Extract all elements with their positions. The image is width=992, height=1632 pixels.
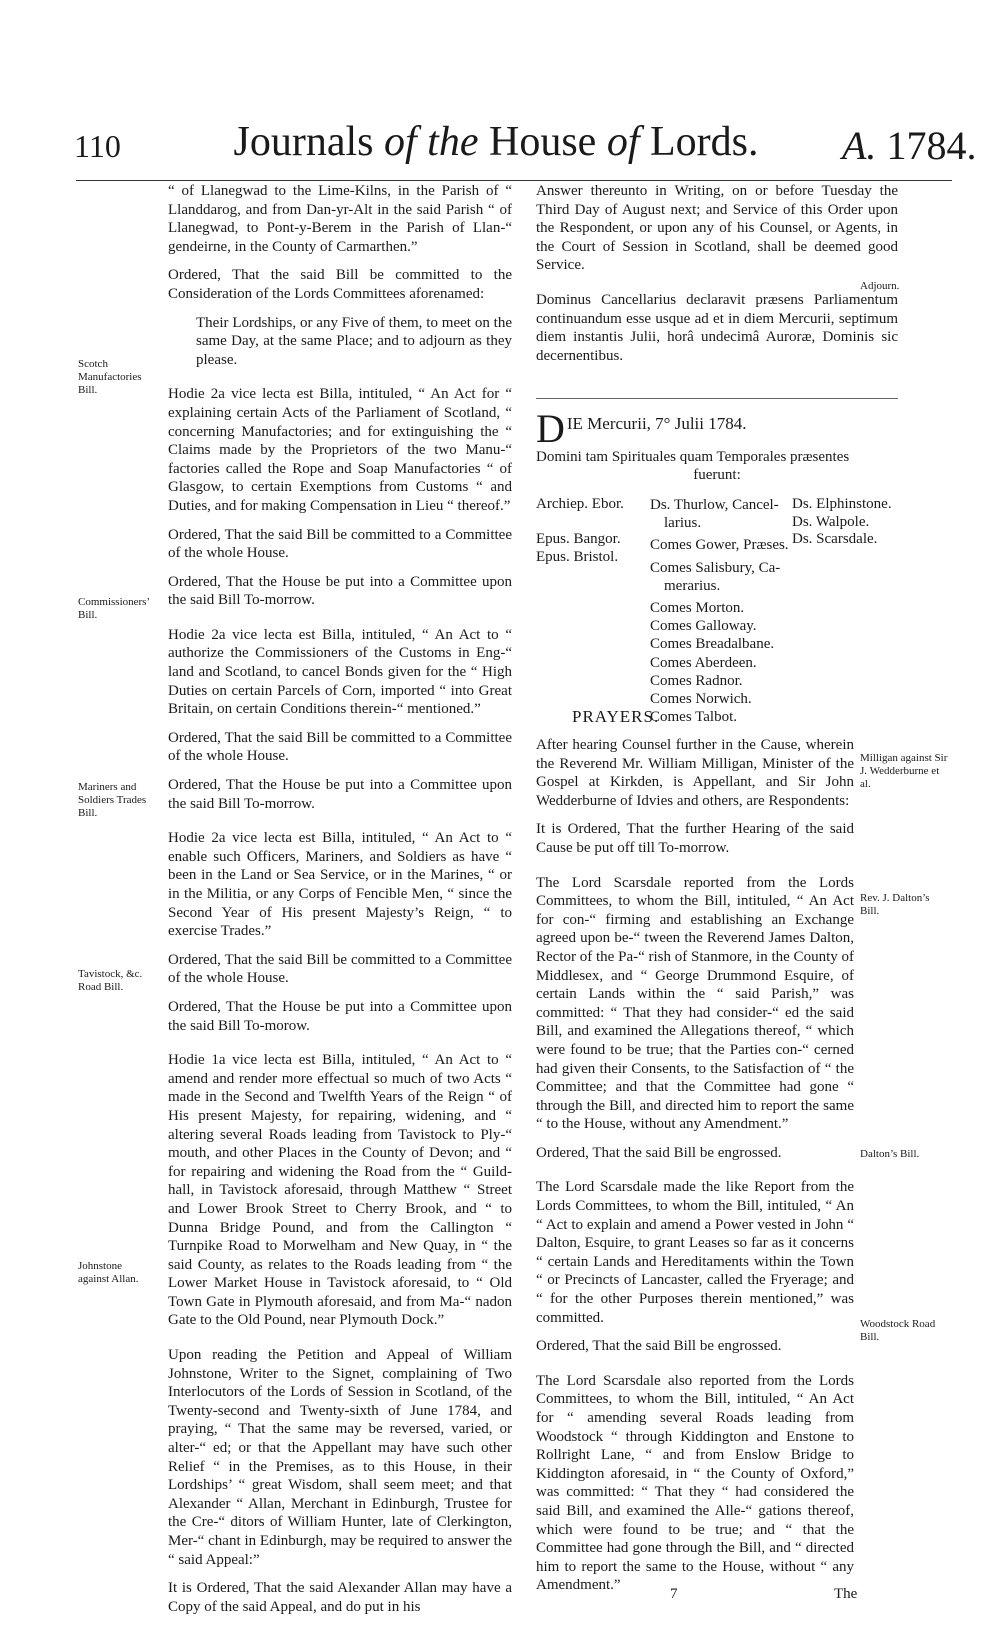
lord-entry: Ds. Elphinstone.: [792, 496, 892, 512]
lords-column-spiritual: [536, 496, 646, 566]
left-para-10: Hodie 2a vice lecta est Billa, intituled, “ An Act to “ enable such Officers, Mariners, and Soldiers as have “ been in the Land or Sea Service, or in the Marines, “ or in the Militia, or any Corps of Fencible Men, “ since the Second Year of His present Majesty’s Reign, “ to exercise Trades.”: [168, 830, 512, 940]
left-para-8: Ordered, That the said Bill be committed to a Committee of the whole House.: [168, 729, 512, 765]
right-para-7: The Lord Scarsdale made the like Report from the Lords Committees, to whom the Bill, intituled, “ An “ Act to explain and amend a Power vested in John “ Dalton, Esquire, to grant Leases so far as it concerns “ certain Lands and Hereditaments within the Town “ or Precincts of Lancaster, called the Fryerage; and “ for the other Purposes therein mentioned,” was committed.: [536, 1179, 854, 1326]
section-rule: [536, 398, 898, 399]
signature-mark: 7: [670, 1586, 678, 1602]
lord-entry: Archiep. Ebor.: [536, 496, 624, 512]
left-para-3: Their Lordships, or any Five of them, to meet on the same Day, at the same Place; and to adjourn as they please.: [196, 314, 512, 368]
lord-entry: Comes Talbot.: [650, 709, 738, 726]
margin-note-mariners: Mariners and Soldiers Trades Bill.: [78, 781, 147, 819]
domini-line: Domini tam Spirituales quam Temporales præsentes: [536, 449, 850, 465]
left-para-1: “ of Llanegwad to the Lime-Kilns, in the Parish of “ Llanddarog, and from Dan-yr-Alt in the said Parish “ of Llanegwad, to Pont-y-Berem in the Parish of Llan-“ gendeirne, in the County of Carmarthen.”: [168, 183, 512, 255]
left-para-7: Hodie 2a vice lecta est Billa, intituled, “ An Act to “ authorize the Commissioners of the Customs in Eng-“ land and Scotland, to cancel Bonds given for the “ High Duties on certain Parcels of Corn, imported “ into Great Britain, on certain Conditions therein-“ mentioned.”: [168, 626, 512, 718]
lord-entry: merarius.: [664, 577, 721, 594]
left-para-6: Ordered, That the House be put into a Committee upon the said Bill To-morrow.: [168, 573, 512, 609]
margin-note-adjourn: Adjourn.: [860, 280, 900, 292]
left-para-13: Hodie 1a vice lecta est Billa, intituled, “ An Act to “ amend and render more effectual so much of two Acts “ made in the Second and Twelfth Years of the Reign “ of His present Majesty, for repairing, widening, and “ altering several Roads leading from Tavistock to Ply-“ mouth, and other Places in the County of Devon; and “ for repairing and widening the Road from the “ Guild-hall, in Tavistock aforesaid, through Matthew “ Street and Lower Brook Street to Cherry Brook, and “ to Dunna Bridge Pound, and from the Callington “ Turnpike Road to Morwelham and New Quay, in “ the said County, as relates to the Roads leading from “ the Lower Market House in Tavistock aforesaid, to “ Old Town Gate in Plymouth aforesaid, and from Ma-“ nadon Gate to the Old Pound, near Plymouth Dock.”: [168, 1052, 512, 1329]
left-para-14: Upon reading the Petition and Appeal of William Johnstone, Writer to the Signet, complaining of Two Interlocutors of the Lords of Session in Scotland, of the Twenty-second and Twenty-sixth of June 1784, and praying, “ That the same may be reversed, varied, or alter-“ ed; or that the Appellant may have such other Relief “ in the Premises, as to this House, in their Lordships’ “ great Wisdom, shall seem meet; and that Alexander “ Allan, Merchant in Edinburgh, Trustee for the Cre-“ ditors of William Hunter, late of Clerkington, Mer-“ chant in Edinburgh, may be required to answer the “ said Appeal:”: [168, 1347, 512, 1568]
left-column: [168, 182, 512, 1626]
lords-column-temporal: [650, 496, 796, 726]
right-column-bottom: [536, 736, 854, 1605]
left-para-5: Ordered, That the said Bill be committed to a Committee of the whole House.: [168, 526, 512, 562]
lord-entry: Comes Salisbury, Ca-: [650, 559, 781, 576]
margin-note-dalton-rev: Rev. J. Dalton’s Bill.: [860, 892, 930, 917]
right-para-3: After hearing Counsel further in the Cause, wherein the Reverend Mr. William Milligan, Minister of the Gospel at Kirkden, is Appellant, and Sir John Wedderburne of Idvies and others, are Respondents:: [536, 737, 854, 809]
left-para-2: Ordered, That the said Bill be committed to the Consideration of the Lords Committees aforenamed:: [168, 267, 512, 302]
margin-note-tavistock: Tavistock, &c. Road Bill.: [78, 968, 143, 993]
catchword: The: [834, 1586, 858, 1602]
right-column-top: [536, 182, 898, 375]
left-para-12: Ordered, That the House be put into a Committee upon the said Bill To-morow.: [168, 998, 512, 1034]
right-para-4: It is Ordered, That the further Hearing of the said Cause be put off till To-morrow.: [536, 821, 854, 856]
day-heading: [536, 406, 898, 484]
lord-entry: Comes Galloway.: [650, 618, 757, 635]
lord-entry: Comes Aberdeen.: [650, 654, 757, 671]
lord-entry: Ds. Thurlow, Cancel-: [650, 497, 779, 513]
lord-entry: Epus. Bristol.: [536, 548, 619, 565]
lord-entry: Comes Norwich.: [650, 691, 752, 708]
right-para-6: Ordered, That the said Bill be engrossed.: [536, 1144, 782, 1161]
drop-cap: D: [536, 406, 565, 451]
day-title: IE Mercurii, 7° Julii 1784.: [566, 414, 747, 433]
lord-entry: Ds. Scarsdale.: [792, 531, 878, 547]
prayers-heading: PRAYERS.: [572, 707, 660, 726]
lord-entry: Comes Gower, Præses.: [650, 537, 789, 554]
right-para-2: Dominus Cancellarius declaravit præsens Parliamentum continuandum esse usque ad et in diem Mercurii, septimum diem instantis Julii, horâ undecimâ Auroræ, Dominis sic decernentibus.: [536, 291, 898, 364]
margin-note-johnstone: Johnstone against Allan.: [78, 1260, 139, 1285]
right-para-5: The Lord Scarsdale reported from the Lords Committees, to whom the Bill, intituled, “ An Act for con-“ firming and establishing an Exchange agreed upon be-“ tween the Reverend James Dalton, Rector of the Pa-“ rish of Stanmore, in the County of Middlesex, and “ George Drummond Esquire, of certain Lands within the “ said Parish,” was committed: “ That they had consider-“ ed the said Bill, and examined the Allegations thereof, “ which were found to be true; that the Parties con-“ cerned had given their Consents, to the Satisfaction of “ the Committee; and that the Committee had gone “ through the Bill, and directed him to report the same “ to the House, without any Amendment.”: [536, 874, 854, 1133]
left-para-4: Hodie 2a vice lecta est Billa, intituled, “ An Act for “ explaining certain Acts of the Parliament of Scotland, “ concerning Manufactories; and for extinguishing the “ Claims made by the Proprietors of the two Manu-“ factories called the Rope and Soap Manufactories “ of Glasgow, to certain Exemptions from Customs “ and Duties, and for making Compensation in Lieu “ thereof.”: [168, 386, 512, 514]
right-para-9: The Lord Scarsdale also reported from the Lords Committees, to whom the Bill, intituled, “ An Act for “ amending several Roads leading from Woodstock “ through Kiddington and Enstone to Rollright Lane, “ and from Enslow Bridge to Kiddington aforesaid, in “ the County of Oxford,” was committed: “ That they “ had considered the said Bill, and examined the Alle-“ gations thereof, which were found to be true; and “ that the Committee had gone through the Bill, and “ directed him to report the same to the House, without “ any Amendment.”: [536, 1372, 854, 1594]
left-para-9: Ordered, That the House be put into a Committee upon the said Bill To-morrow.: [168, 777, 512, 812]
journal-title: Journals of the House of Lords.: [233, 119, 759, 165]
lord-entry: Comes Morton.: [650, 600, 745, 617]
year: A. 1784.: [842, 123, 977, 168]
lord-entry: Epus. Bangor.: [536, 531, 621, 547]
lord-entry: Comes Radnor.: [650, 672, 743, 689]
lord-entry: Ds. Walpole.: [792, 513, 870, 530]
lords-column-barons: [792, 496, 922, 549]
lord-entry: Comes Breadalbane.: [650, 636, 775, 653]
margin-note-dalton: Dalton’s Bill.: [860, 1148, 920, 1160]
page-number: 110: [74, 128, 121, 164]
margin-note-scotch: Scotch Manufactories Bill.: [78, 358, 142, 396]
margin-note-commissioners: Commissioners’ Bill.: [78, 596, 150, 621]
right-para-1: Answer thereunto in Writing, on or before Tuesday the Third Day of August next; and Service of this Order upon the Respondent, or upon any of his Counsel, or Agents, in the Court of Session in Scotland, shall be deemed good Service.: [536, 183, 898, 274]
lord-entry: larius.: [664, 515, 702, 532]
left-para-15: It is Ordered, That the said Alexander Allan may have a Copy of the said Appeal, and do put in his: [168, 1580, 512, 1615]
header-rule: [76, 180, 952, 181]
left-para-11: Ordered, That the said Bill be committed to a Committee of the whole House.: [168, 951, 512, 987]
right-para-8: Ordered, That the said Bill be engrossed.: [536, 1338, 782, 1355]
margin-note-woodstock: Woodstock Road Bill.: [860, 1318, 936, 1343]
lord-entry: [536, 514, 646, 532]
page-header: [0, 108, 992, 188]
fuerunt-line: fuerunt:: [693, 467, 741, 483]
margin-note-milligan: Milligan against Sir J. Wedderburne et al.: [860, 752, 948, 790]
